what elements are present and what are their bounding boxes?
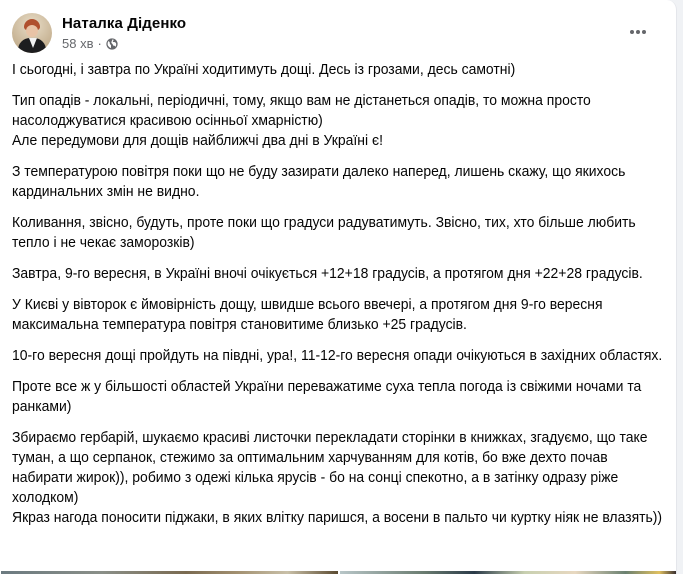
more-horizontal-icon	[630, 30, 634, 34]
post-meta	[62, 36, 118, 51]
post-header	[12, 12, 664, 54]
paragraph: Завтра, 9-го вересня, в Україні вночі очікується +12+18 градусів, а протягом дня +22+28 градусів.	[12, 265, 643, 282]
paragraph: У Києві у вівторок є ймовірність дощу, швидше всього ввечері, а протягом дня 9-го вересня максимальна температура повітря становитиме близько +25 градусів.	[12, 296, 603, 333]
more-options-button[interactable]	[624, 18, 652, 46]
more-horizontal-icon	[642, 30, 646, 34]
paragraph: Проте все ж у більшості областей України переважатиме суха тепла погода із свіжими ночами та ранками)	[12, 378, 642, 415]
paragraph: Збираємо гербарій, шукаємо красиві листочки перекладати сторінки в книжках, згадуємо, що таке туман, а що серпанок, стежимо за оптимальним харчуванням для котів, бо вже дехто почав набирати жирок)), робимо з одежі кілька ярусів - бо на сонці спекотно, а в затінку одразу ріже холодком) Якраз нагода поносити піджаки, в яких влітку паришся, а восени в пальто чи куртку ніяк не влазять))	[12, 429, 663, 526]
globe-icon[interactable]	[106, 38, 118, 50]
paragraph: З температурою повітря поки що не буду зазирати далеко наперед, лишень скажу, що якихось кардинальних змін не видно.	[12, 163, 626, 200]
author-avatar[interactable]	[12, 13, 52, 53]
more-horizontal-icon	[636, 30, 640, 34]
avatar-face	[26, 25, 38, 37]
paragraph: 10-го вересня дощі пройдуть на півдні, ура!, 11-12-го вересня опади очікуються в західних областях.	[12, 347, 663, 364]
paragraph: Коливання, звісно, будуть, проте поки що градуси радуватимуть. Звісно, тих, хто більше любить тепло і не чекає заморозків)	[12, 214, 636, 251]
post-text	[12, 60, 667, 528]
author-name[interactable]: Наталка Діденко	[62, 15, 187, 32]
paragraph: Тип опадів - локальні, періодичні, тому, якщо вам не дістанеться опадів, то можна просто насолоджуватися красивою осінньої хмарністю) Але передумови для дощів найближчі два дні в Україні є!	[12, 92, 591, 149]
post-timestamp[interactable]: 58 хв	[62, 36, 94, 51]
meta-separator: ·	[97, 36, 102, 51]
paragraph: І сьогодні, і завтра по Україні ходитимуть дощі. Десь із грозами, десь самотні)	[12, 61, 516, 78]
